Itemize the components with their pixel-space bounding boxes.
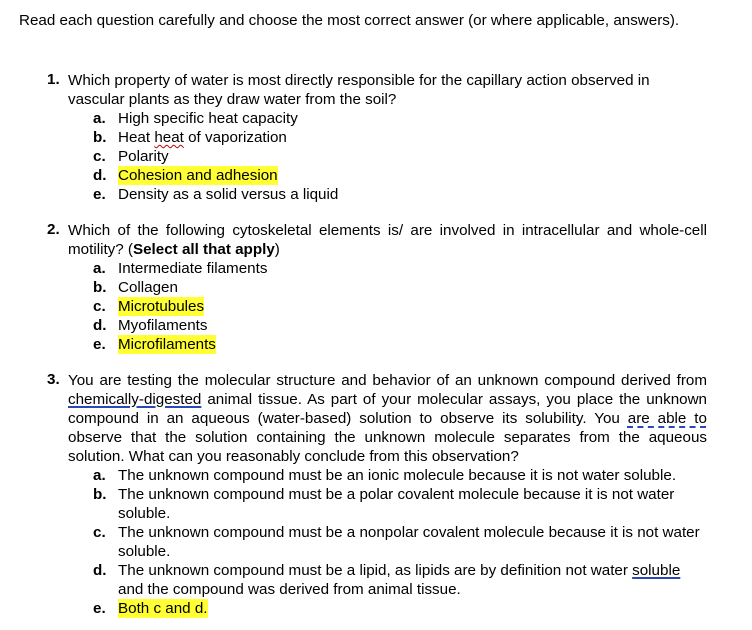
option-letter: a.: [93, 260, 106, 277]
option-text: [118, 129, 287, 146]
select-all-instruction: Select all that apply: [132, 241, 275, 258]
option-text: Cohesion and adhesion: [118, 167, 278, 184]
grammar-flag[interactable]: soluble: [632, 562, 681, 579]
question-text: [68, 371, 707, 466]
option-letter: e.: [93, 600, 106, 617]
option-a[interactable]: [93, 466, 707, 485]
option-c[interactable]: [93, 147, 707, 166]
option-d[interactable]: [93, 561, 707, 599]
option-text-part: of vaporization: [183, 129, 287, 146]
option-e[interactable]: [93, 185, 707, 204]
option-letter: e.: [93, 186, 106, 203]
highlighted-answer: [93, 166, 278, 185]
option-list: [93, 109, 707, 204]
option-text: The unknown compound must be a polar covalent molecule because it is not water soluble.: [118, 486, 675, 522]
option-a[interactable]: [93, 259, 707, 278]
option-text-part: and the compound was derived from animal tissue.: [118, 581, 461, 598]
option-letter: a.: [93, 467, 106, 484]
question-number: 1.: [47, 71, 60, 88]
option-letter: d.: [93, 167, 107, 184]
option-b[interactable]: [93, 278, 707, 297]
option-c[interactable]: [93, 297, 707, 316]
option-text: The unknown compound must be an ionic molecule because it is not water soluble.: [118, 467, 677, 484]
highlighted-answer: [93, 335, 216, 354]
option-text: The unknown compound must be a nonpolar covalent molecule because it is not water soluble.: [118, 524, 700, 560]
question-number: 3.: [47, 371, 60, 388]
option-text: Polarity: [118, 148, 169, 165]
question-text: Which property of water is most directly responsible for the capillary action observed in vascular plants as they draw water from the soil?: [68, 72, 650, 108]
instructions: Read each question carefully and choose the most correct answer (or where applicable, answers).: [19, 12, 680, 29]
option-list: [93, 259, 707, 354]
option-e[interactable]: [93, 599, 707, 618]
spelling-flag[interactable]: heat: [154, 129, 184, 146]
question-3: [47, 371, 707, 618]
option-d[interactable]: [93, 316, 707, 335]
option-letter: d.: [93, 562, 107, 579]
option-b[interactable]: [93, 485, 707, 523]
question-text-part: ): [274, 241, 280, 258]
option-letter: c.: [93, 524, 106, 541]
option-text: Microtubules: [118, 298, 205, 315]
option-letter: e.: [93, 336, 106, 353]
option-text: Both c and d.: [118, 600, 208, 617]
option-c[interactable]: [93, 523, 707, 561]
option-text: Intermediate filaments: [118, 260, 268, 277]
option-text: Collagen: [118, 279, 178, 296]
option-letter: b.: [93, 129, 107, 146]
option-letter: a.: [93, 110, 106, 127]
question-text: [68, 221, 707, 259]
option-letter: b.: [93, 486, 107, 503]
highlighted-answer: [93, 297, 205, 316]
grammar-flag[interactable]: chemically-digested: [68, 391, 202, 408]
option-letter: c.: [93, 148, 106, 165]
option-text-part: Heat: [118, 129, 155, 146]
option-letter: c.: [93, 298, 106, 315]
option-text: [118, 562, 680, 598]
option-d[interactable]: [93, 166, 707, 185]
question-text-part: animal tissue. As part of your molecular assays, you place the unknown compound in an aqueous (water-based) solution to observe its solubility. You: [68, 391, 707, 427]
option-a[interactable]: [93, 109, 707, 128]
option-text: High specific heat capacity: [118, 110, 298, 127]
option-text-part: The unknown compound must be a lipid, as lipids are by definition not water: [118, 562, 633, 579]
question-2: [47, 221, 707, 354]
option-list: [93, 466, 707, 618]
question-text-part: You are testing the molecular structure and behavior of an unknown compound derived from: [68, 372, 707, 389]
highlighted-answer: [93, 599, 208, 618]
option-letter: d.: [93, 317, 107, 334]
question-number: 2.: [47, 221, 60, 238]
option-text: Density as a solid versus a liquid: [118, 186, 339, 203]
option-text: Microfilaments: [118, 336, 216, 353]
option-e[interactable]: [93, 335, 707, 354]
grammar-flag[interactable]: are able to: [627, 410, 707, 427]
question-1: [47, 71, 707, 204]
question-text-part: observe that the solution containing the unknown molecule separates from the aqueous solution. What can you reasonably conclude from this observation?: [68, 429, 707, 465]
option-b[interactable]: [93, 128, 707, 147]
option-text: Myofilaments: [118, 317, 208, 334]
option-letter: b.: [93, 279, 107, 296]
question-text-part: Which of the following cytoskeletal elements is/ are involved in intracellular and whole-cell motility? (: [68, 222, 707, 258]
